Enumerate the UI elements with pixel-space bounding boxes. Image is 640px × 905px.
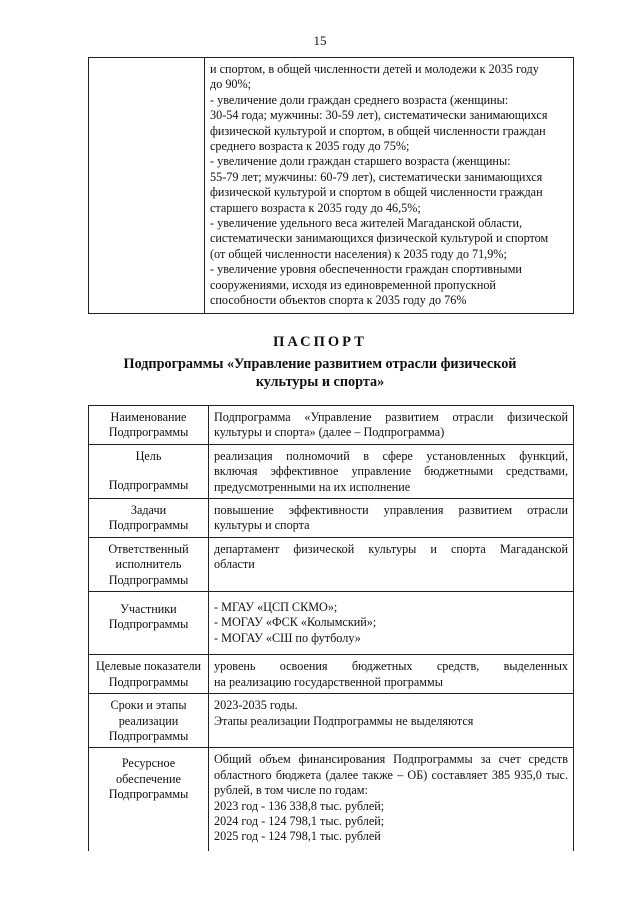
- value-line: повышение эффективности управления развитием отрасли: [214, 503, 568, 518]
- continuation-value-cell: [205, 58, 574, 314]
- value-line: - МОГАУ «СШ по футболу»: [214, 630, 361, 645]
- value-line: уровень освоения бюджетных средств, выделенных: [214, 659, 568, 674]
- label-line: Подпрограммы: [108, 787, 189, 802]
- value-line: культуры и спорта: [214, 518, 310, 533]
- label-line: Подпрограммы: [108, 728, 189, 743]
- label-line: Ресурсное: [121, 756, 176, 771]
- row-value: [209, 499, 574, 538]
- row-value: [209, 537, 574, 591]
- row-value: [209, 444, 574, 498]
- label-line: Наименование: [110, 410, 187, 424]
- row-label: [89, 537, 209, 591]
- passport-row-responsible: [89, 537, 574, 591]
- page-number: 15: [313, 33, 327, 48]
- row-label: [89, 592, 209, 655]
- value-line: департамент физической культуры и спорта Магаданской: [214, 541, 568, 556]
- value-line: на реализацию государственной программы: [214, 674, 443, 689]
- label-line: Подпрограммы: [108, 674, 189, 689]
- label-line: Ответственный: [108, 541, 189, 556]
- text-line: 30-54 года; мужчины: 30-59 лет), систематически занимающихся: [210, 108, 548, 123]
- row-label: [89, 406, 209, 445]
- row-value: [209, 406, 574, 445]
- value-line: 2025 год - 124 798,1 тыс. рублей: [214, 829, 381, 844]
- value-line: Подпрограмма «Управление развитием отрасли физической: [214, 410, 568, 424]
- row-value: [209, 592, 574, 655]
- passport-row-name: [89, 406, 574, 445]
- value-line: Этапы реализации Подпрограммы не выделяются: [214, 713, 474, 728]
- value-line: 2024 год - 124 798,1 тыс. рублей;: [214, 813, 385, 828]
- label-line: обеспечение: [116, 771, 181, 786]
- text-line: (от общей численности населения) к 2035 году до 71,9%;: [210, 246, 507, 261]
- value-line: 2023-2035 годы.: [214, 698, 298, 713]
- label-line: Сроки и этапы: [110, 698, 187, 713]
- value-line: предусмотренными на их исполнение: [214, 479, 411, 494]
- label-line: Подпрограммы: [108, 617, 189, 632]
- passport-row-participants: [89, 592, 574, 655]
- text-line: 55-79 лет; мужчины: 60-79 лет), систематически занимающихся: [210, 169, 543, 184]
- text-line: физической культурой и спортом, в общей численности граждан: [210, 123, 546, 138]
- label-line: Подпрограммы: [108, 518, 189, 533]
- text-line: старшего возраста к 2035 году до 46,5%;: [210, 200, 421, 215]
- passport-row-goal: [89, 444, 574, 498]
- text-line: среднего возраста к 2035 году до 75%;: [210, 139, 410, 154]
- row-label: [89, 655, 209, 694]
- row-value: [209, 748, 574, 851]
- label-line: Подпрограммы: [108, 425, 189, 440]
- value-line: Общий объем финансирования Подпрограммы за счет средств: [214, 752, 568, 767]
- value-line: рублей, в том числе по годам:: [214, 783, 368, 798]
- subprogram-title: [105, 355, 535, 391]
- text-line: - увеличение доли граждан старшего возраста (женщины:: [210, 154, 511, 169]
- continuation-row: [89, 58, 574, 314]
- value-line: областного бюджета (далее также – ОБ) составляет 385 935,0 тыс.: [214, 767, 568, 782]
- text-line: способности объектов спорта к 2035 году до 76%: [210, 293, 467, 308]
- continuation-table: [88, 57, 574, 314]
- value-line: 2023 год - 136 338,8 тыс. рублей;: [214, 798, 385, 813]
- text-line: - увеличение удельного веса жителей Магаданской области,: [210, 216, 523, 231]
- label-line: Цель: [135, 448, 162, 463]
- text-line: систематически занимающихся физической культурой и спортом: [210, 231, 549, 246]
- text-line: физической культурой и спортом в общей численности граждан: [210, 185, 543, 200]
- passport-table: [88, 405, 574, 851]
- row-label: [89, 694, 209, 748]
- text-line: - увеличение доли граждан среднего возраста (женщины:: [210, 92, 509, 107]
- value-line: включая эффективное управление бюджетными средствами,: [214, 464, 568, 479]
- row-value: [209, 694, 574, 748]
- row-label: [89, 499, 209, 538]
- row-label: [89, 444, 209, 498]
- row-label: [89, 748, 209, 851]
- label-line: Участники: [120, 602, 177, 617]
- label-line: исполнитель: [115, 557, 182, 572]
- value-line: области: [214, 557, 255, 572]
- value-line: реализация полномочий в сфере установленных функций,: [214, 448, 568, 463]
- label-line: Подпрограммы: [108, 478, 189, 493]
- label-line: Подпрограммы: [108, 572, 189, 587]
- passport-row-funding: [89, 748, 574, 851]
- value-line: - МГАУ «ЦСП СКМО»;: [214, 600, 338, 615]
- label-line: Задачи: [130, 503, 167, 518]
- label-line: Целевые показатели: [95, 659, 202, 674]
- passport-row-tasks: [89, 499, 574, 538]
- subprogram-title-line: культуры и спорта»: [255, 374, 385, 390]
- continuation-label-cell: [89, 58, 205, 314]
- passport-title: ПАСПОРТ: [273, 334, 367, 350]
- value-line: культуры и спорта» (далее – Подпрограмма): [214, 425, 445, 440]
- text-line: и спортом, в общей численности детей и молодежи к 2035 году: [210, 62, 539, 76]
- text-line: сооружениями, исходя из единовременной пропускной: [210, 277, 496, 292]
- text-line: до 90%;: [210, 77, 252, 92]
- passport-row-timeline: [89, 694, 574, 748]
- row-value: [209, 655, 574, 694]
- text-line: - увеличение уровня обеспеченности граждан спортивными: [210, 262, 522, 277]
- label-gap: [91, 464, 206, 478]
- subprogram-title-line: Подпрограммы «Управление развитием отрасли физической: [123, 356, 517, 372]
- label-line: реализации: [118, 713, 179, 728]
- passport-row-indicators: [89, 655, 574, 694]
- value-line: - МОГАУ «ФСК «Колымский»;: [214, 615, 377, 630]
